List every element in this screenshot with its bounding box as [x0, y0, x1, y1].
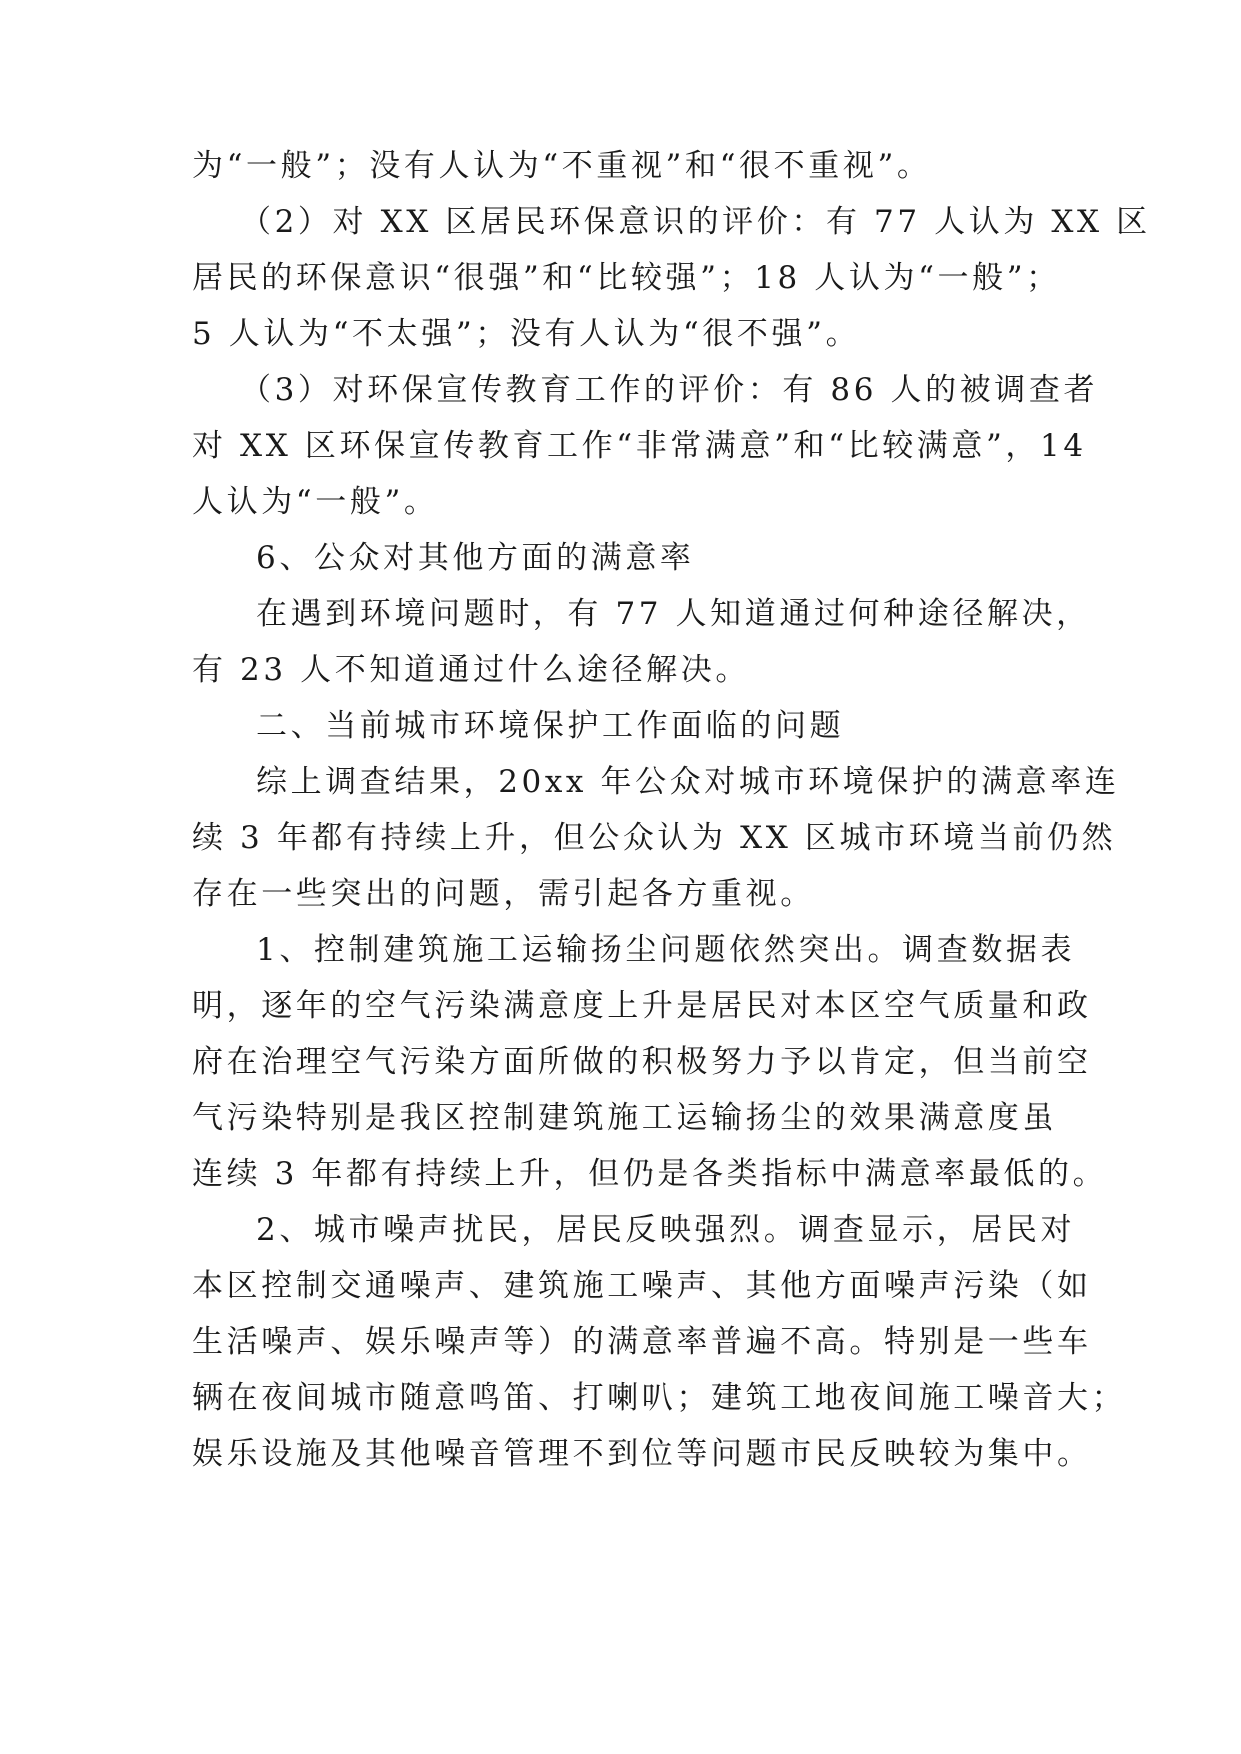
- text-line: （3）对环保宣传教育工作的评价：有 86 人的被调查者: [240, 372, 1099, 408]
- text-line: 为“一般”；没有人认为“不重视”和“很不重视”。: [192, 148, 932, 184]
- text-line: 人认为“一般”。: [192, 484, 439, 520]
- text-line: 在遇到环境问题时，有 77 人知道通过何种途径解决，: [256, 596, 1091, 632]
- text-line: 2、城市噪声扰民，居民反映强烈。调查显示，居民对: [256, 1212, 1076, 1248]
- text-line: 明，逐年的空气污染满意度上升是居民对本区空气质量和政: [192, 988, 1092, 1024]
- text-line: 气污染特别是我区控制建筑施工运输扬尘的效果满意度虽: [192, 1100, 1057, 1136]
- text-line: 有 23 人不知道通过什么途径解决。: [192, 652, 750, 688]
- text-line: 5 人认为“不太强”；没有人认为“很不强”。: [192, 316, 861, 352]
- text-line: （2）对 XX 区居民环保意识的评价：有 77 人认为 XX 区: [240, 204, 1151, 240]
- text-line: 娱乐设施及其他噪音管理不到位等问题市民反映较为集中。: [192, 1436, 1092, 1472]
- text-line: 生活噪声、娱乐噪声等）的满意率普遍不高。特别是一些车: [192, 1324, 1092, 1360]
- text-line: 辆在夜间城市随意鸣笛、打喇叭；建筑工地夜间施工噪音大；: [192, 1380, 1127, 1416]
- text-line: 1、控制建筑施工运输扬尘问题依然突出。调查数据表: [256, 932, 1076, 968]
- text-line: 连续 3 年都有持续上升，但仍是各类指标中满意率最低的。: [192, 1156, 1108, 1192]
- text-line: 存在一些突出的问题，需引起各方重视。: [192, 876, 815, 912]
- text-line: 居民的环保意识“很强”和“比较强”；18 人认为“一般”；: [192, 260, 1061, 296]
- text-line: 续 3 年都有持续上升，但公众认为 XX 区城市环境当前仍然: [192, 820, 1117, 856]
- section-heading: 二、当前城市环境保护工作面临的问题: [256, 708, 845, 744]
- section-heading: 6、公众对其他方面的满意率: [256, 540, 695, 576]
- text-line: 综上调查结果，20xx 年公众对城市环境保护的满意率连: [256, 764, 1120, 800]
- text-line: 对 XX 区环保宣传教育工作“非常满意”和“比较满意”，14: [192, 428, 1087, 464]
- text-line: 府在治理空气污染方面所做的积极努力予以肯定，但当前空: [192, 1044, 1092, 1080]
- text-line: 本区控制交通噪声、建筑施工噪声、其他方面噪声污染（如: [192, 1268, 1092, 1304]
